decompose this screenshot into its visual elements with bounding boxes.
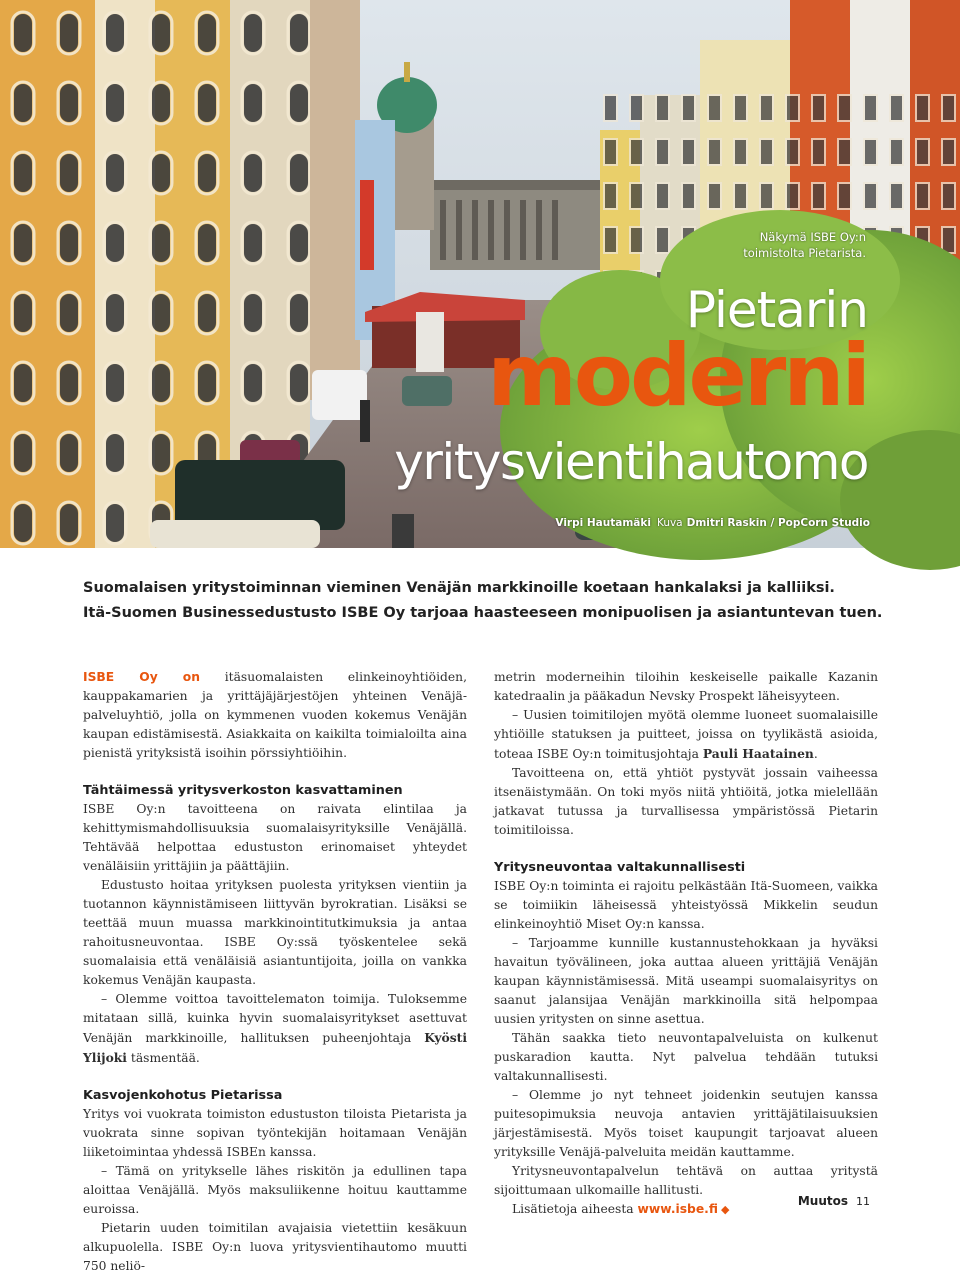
article-column-right: [494, 668, 878, 1219]
paragraph: Edustusto hoitaa yrityksen puolesta yrityksen vientiin ja tuotannon käynnistämiseen liittyvän byrokratian. Lisäksi se teettää muun muassa markkinointitutkimuksia ja antaa rahoitusneuvontaa. ISBE Oy:ssä työskentelee sekä suomalaisia että venäläisiä asiantuntijoita, joilla on vankka kokemus Venäjän kaupasta.: [83, 878, 467, 987]
person-name: Kyösti Ylijoki: [83, 1030, 467, 1065]
hero-photo: [0, 0, 960, 548]
subheading-yritysneuvonta: Yritysneuvontaa valtakunnallisesti: [494, 860, 746, 875]
isbe-website-link[interactable]: www.isbe.fi: [637, 1202, 718, 1216]
quote-text: – Uusien toimitilojen myötä olemme luoneet suomalaisille yhtiöille statuksen ja puitteet, joissa on tyylikästä asioida, toteaa ISBE Oy:n toimitusjohtaja: [494, 708, 878, 761]
magazine-name: Muutos: [797, 1194, 848, 1208]
person-name: Pauli Haatainen: [702, 746, 814, 761]
quote-paragraph: [83, 990, 467, 1068]
byline: [555, 517, 870, 529]
subheading-kasvojenkohotus: Kasvojenkohotus Pietarissa: [83, 1088, 283, 1103]
paragraph: – Tämä on yritykselle lähes riskitön ja edullinen tapa aloittaa Venäjällä. Myös maksuliikenne hoituu kauttamme euroissa.: [83, 1164, 467, 1216]
paragraph: ISBE Oy:n toiminta ei rajoitu pelkästään Itä-Suomeen, vaikka se toimiikin läheisessä yhteistyössä Mikkelin seudun elinkeinoyhtiö Miset Oy:n kanssa.: [494, 879, 878, 931]
paragraph: ISBE Oy:n tavoitteena on raivata elintilaa ja kehittymismahdollisuuksia suomalaisyrityksille Venäjällä. Tehtävää helpottaa edustuston erinomaiset yhteydet venäläisiin yrittäjiin ja päättäjiin.: [83, 802, 467, 873]
paragraph: Yritysneuvontapalvelun tehtävä on auttaa yritystä sijoittumaan ulkomaille hallitusti.: [494, 1164, 878, 1197]
lead-line-1: Suomalaisen yritystoiminnan vieminen Venäjän markkinoille koetaan hankalaksi ja kalliiksi.: [83, 580, 835, 596]
article-lead: [83, 576, 883, 626]
paragraph: – Olemme jo nyt tehneet joidenkin seutujen kanssa puitesopimuksia neuvoja antavien yrittäjätilaisuuksien järjestämisestä. Myös toiset kaupungit tarjoavat alueen yrityksille Venäjä-palveluita meidän kauttamme.: [494, 1088, 878, 1159]
intro-paragraph: [83, 668, 467, 763]
lead-line-2: Itä-Suomen Businessedustusto ISBE Oy tarjoaa haasteeseen monipuolisen ja asiantuntevan tuen.: [83, 605, 883, 621]
headline-line-1: Pietarin: [685, 281, 868, 339]
paragraph: metrin moderneihin tiloihin keskeiselle paikalle Kazanin katedraalin ja pääkadun Nevsky Prospekt läheisyyteen.: [494, 670, 878, 703]
paragraph: – Tarjoamme kunnille kustannustehokkaan ja hyväksi havaitun työvälineen, joka auttaa alueen yrittäjiä Venäjän kaupan käynnistämisessä. Mitä useampi suomalaisyritys on saanut jalansijaa Venäjän markkinoilla sitä helpompaa uusien yritysten on sinne asettua.: [494, 936, 878, 1026]
paragraph: Pietarin uuden toimitilan avajaisia vietettiin kesäkuun alkupuolella. ISBE Oy:n luova yritysvientihautomo muutti 750 neliö-: [83, 1221, 467, 1273]
paragraph: Tavoitteena on, että yhtiöt pystyvät jossain vaiheessa itsenäistymään. On toki myös niitä yhtiöitä, jotka mielellään jatkavat tutussa ja turvallisessa ympäristössä Pietarin toimitiloissa.: [494, 766, 878, 837]
end-mark-icon: ◆: [720, 1203, 730, 1216]
page-number: 11: [856, 1195, 870, 1208]
intro-text: itäsuomalaisten elinkeinoyhtiöiden, kauppakamarien ja yrittäjäjärjestöjen yhteinen Venäjä-palveluyhtiö, jolla on kymmenen vuoden kokemus Venäjän kaupan edistämisestä. Asiakkaita on kaikilta toimialoilta aina pienistä yrityksistä isoihin pörssiyhtiöihin.: [83, 670, 467, 760]
photo-caption-line-2: toimistolta Pietarista.: [743, 246, 866, 260]
quote-end: täsmentää.: [126, 1051, 200, 1065]
intro-lead-in: ISBE Oy on: [83, 670, 201, 684]
subheading-verkosto: Tähtäimessä yritysverkoston kasvattaminen: [83, 783, 403, 798]
article-column-left: [83, 668, 467, 1276]
byline-photographer: Dmitri Raskin / PopCorn Studio: [686, 517, 870, 529]
quote-end: .: [813, 747, 818, 761]
paragraph: Tähän saakka tieto neuvontapalveluista on kulkenut puskaradion kautta. Nyt palvelua tehdään tutuksi valtakunnallisesti.: [494, 1031, 878, 1083]
headline-line-2: moderni: [487, 326, 868, 426]
quote-paragraph: [494, 706, 878, 764]
quote-text: – Olemme voittoa tavoittelematon toimija. Tuloksemme mitataan sillä, kuinka hyvin suomalaisyritykset asettuvat Venäjän markkinoille, hallituksen puheenjohtaja: [83, 992, 467, 1045]
more-info-text: Lisätietoja aiheesta: [512, 1202, 638, 1216]
paragraph: Yritys voi vuokrata toimiston edustuston tiloista Pietarista ja vuokrata sinne sopivan työntekijän hoitamaan Venäjän liiketoimintaa yhdessä ISBEn kanssa.: [83, 1107, 467, 1159]
photo-caption-line-1: Näkymä ISBE Oy:n: [759, 230, 866, 244]
byline-author: Virpi Hautamäki: [555, 517, 651, 529]
headline-line-3: yritysvientihautomo: [394, 433, 868, 491]
byline-photo-label: Kuva: [656, 517, 683, 529]
page-footer: [798, 1194, 870, 1208]
photo-caption: [666, 229, 866, 261]
